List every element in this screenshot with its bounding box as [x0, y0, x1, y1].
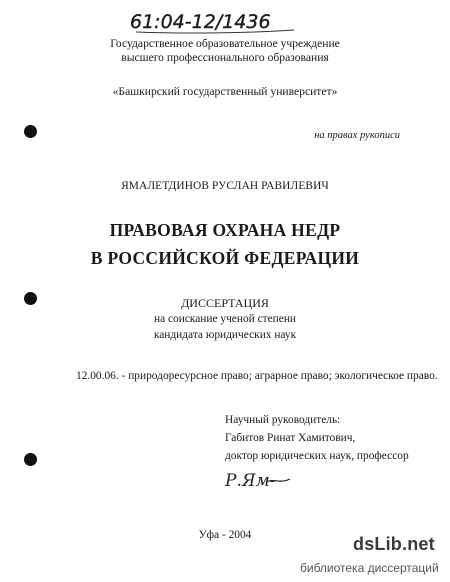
degree-line1: на соискание ученой степени [153, 313, 297, 325]
institution-type-line1: Государственное образовательное учреждение [110, 37, 340, 50]
svg-text:Р.Ям-: Р.Ям- [225, 471, 276, 491]
dissertation-title-line2: В РОССИЙСКОЙ ФЕДЕРАЦИИ [90, 248, 360, 268]
supervisor-label: Научный руководитель: [225, 414, 341, 426]
author-name: ЯМАЛЕТДИНОВ РУСЛАН РАВИЛЕВИЧ [121, 180, 329, 192]
specialty-code: 12.00.06. - природоресурсное право; аграрное право; экологическое право. [76, 370, 438, 382]
manuscript-rights-note: на правах рукописи [314, 130, 400, 141]
punch-hole-mark [24, 453, 37, 466]
dslib-watermark-logo: dsLib.net [353, 534, 435, 554]
dissertation-title-line1: ПРАВОВАЯ ОХРАНА НЕДР [109, 220, 341, 240]
supervisor-signature [222, 466, 292, 494]
dslib-watermark-subtitle: библиотека диссертаций [300, 561, 439, 575]
handwritten-archive-code [128, 6, 298, 36]
university-name: «Башкирский государственный университет» [112, 85, 338, 98]
supervisor-title: доктор юридических наук, профессор [225, 450, 409, 462]
institution-type-line2: высшего профессионального образования [121, 51, 329, 64]
city-year: Уфа - 2004 [198, 529, 252, 541]
punch-hole-mark [24, 125, 37, 138]
work-type: ДИССЕРТАЦИЯ [181, 296, 269, 310]
degree-line2: кандидата юридических наук [153, 329, 297, 341]
svg-text:61:04-12/1436: 61:04-12/1436 [130, 11, 271, 33]
supervisor-name: Габитов Ринат Хамитович, [225, 432, 356, 444]
